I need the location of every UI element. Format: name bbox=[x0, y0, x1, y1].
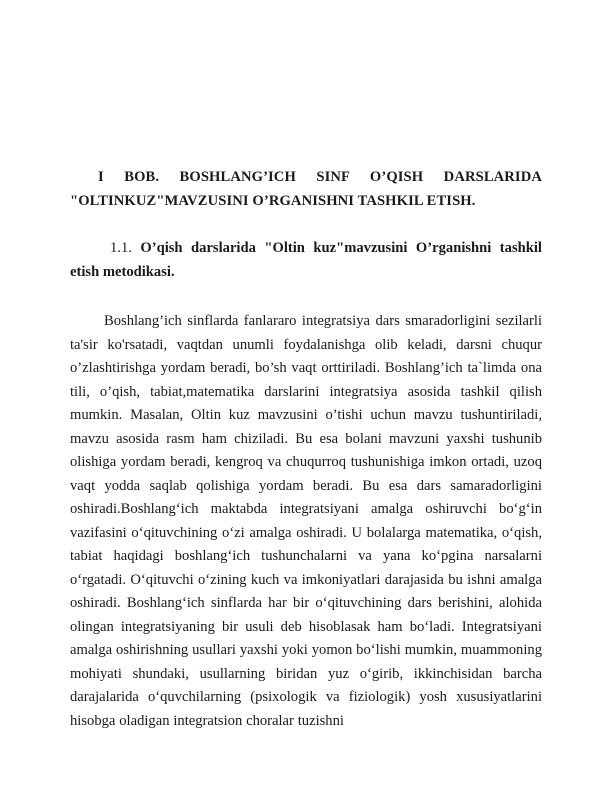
top-margin-spacer bbox=[70, 0, 542, 166]
heading-gap bbox=[70, 213, 542, 237]
page-content bbox=[70, 0, 542, 733]
section-gap bbox=[70, 284, 542, 310]
body-paragraph-1: Boshlang’ich sinflarda fanlararo integratsiya dars smaradorligini sezilarli ta'sir ko'rsatadi, vaqtdan unumli foydalanishga olib keladi, darsni chuqur o’zlashtirishga yordam beradi, bo’sh vaqt orttiriladi. Boshlang’ich ta`limda ona tili, o’qish, tabiat,matematika darslarini integratsiya asosida tashkil qilish mumkin. Masalan, Oltin kuz mavzusini o’tishi uchun mavzu tushuntiriladi, mavzu asosida rasm ham chiziladi. Bu esa bolani mavzuni yaxshi tushunib olishiga yordam beradi, kengroq va chuqurroq tushunishiga imkon ortadi, uzoq vaqt yodda saqlab qolishiga yordam beradi. Bu esa dars samaradorligini oshiradi.Boshlangʻich maktabda integratsiyani amalga oshiruvchi boʻgʻin vazifasini oʻqituvchining oʻzi amalga oshiradi. U bolalarga matematika, oʻqish, tabiat haqidagi boshlangʻich tushunchalarni va yana koʻpgina narsalarni oʻrgatadi. Oʻqituvchi oʻzining kuch va imkoniyatlari darajasida bu ishni amalga oshiradi. Boshlangʻich sinflarda har bir oʻqituvchining dars berishini, alohida olingan integratsiyaning bir usuli deb hisoblasak ham boʻladi. Integratsiyani amalga oshirishning usullari yaxshi yoki yomon boʻlishi mumkin, muammoning mohiyati shundaki, usullarning biridan yuz oʻgirib, ikkinchisidan barcha darajalarida oʻquvchilarning (psixologik va fiziologik) yosh xususiyatlarini hisobga oladigan integratsion choralar tuzishni bbox=[70, 313, 542, 729]
section-number: 1.1. bbox=[110, 240, 141, 257]
section-heading bbox=[70, 237, 542, 284]
section-title: O’qish darslarida "Oltin kuz"mavzusini O’rganishni tashkil etish metodikasi. bbox=[70, 240, 542, 280]
chapter-heading: I BOB. BOSHLANG’ICH SINF O’QISH DARSLARIDA "OLTINKUZ"MAVZUSINI O’RGANISHNI TASHKIL ETISH. bbox=[70, 169, 542, 209]
